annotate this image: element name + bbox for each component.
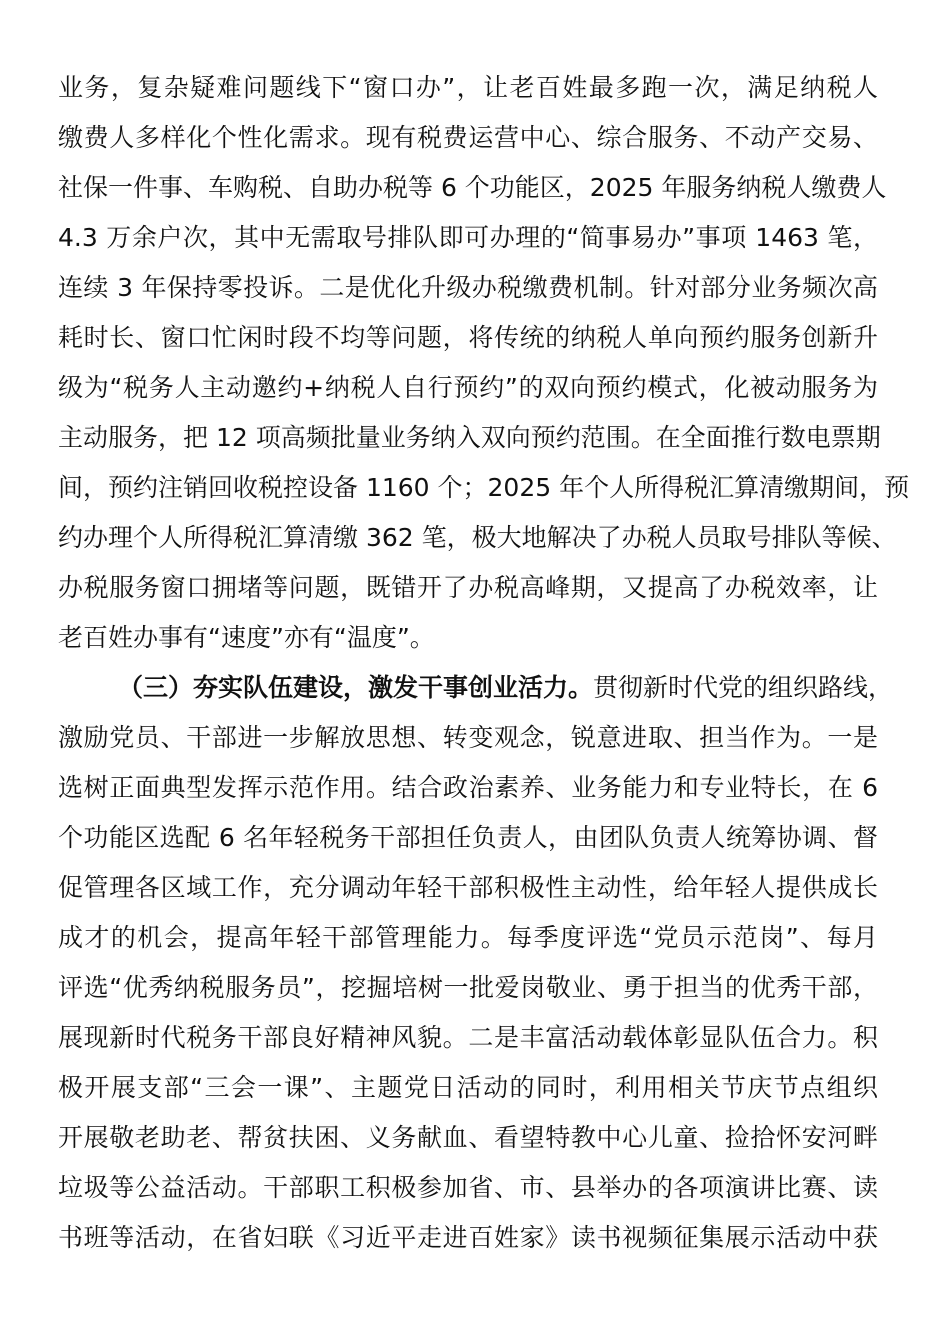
text-line: 极开展支部“三会一课”、主题党日活动的同时，利用相关节庆节点组织 <box>58 1073 878 1102</box>
text-line: 级为“税务人主动邀约+纳税人自行预约”的双向预约模式，化被动服务为 <box>58 373 878 402</box>
text-line: 4.3 万余户次，其中无需取号排队即可办理的“简事易办”事项 1463 笔， <box>58 223 878 252</box>
document-page <box>58 63 910 1263</box>
text-line: 主动服务，把 12 项高频批量业务纳入双向预约范围。在全面推行数电票期 <box>58 423 881 452</box>
text-line: 选树正面典型发挥示范作用。结合政治素养、业务能力和专业特长，在 6 <box>58 773 878 802</box>
text-line: 书班等活动，在省妇联《习近平走进百姓家》读书视频征集展示活动中获 <box>58 1223 878 1252</box>
text-line: 促管理各区域工作，充分调动年轻干部积极性主动性，给年轻人提供成长 <box>58 873 878 902</box>
paragraph-service-mechanism <box>58 63 910 663</box>
paragraph-team-building <box>58 663 894 1263</box>
section-heading: （三）夯实队伍建设，激发干事创业活力。 <box>118 673 594 702</box>
text-line: 个功能区选配 6 名年轻税务干部担任负责人，由团队负责人统筹协调、督 <box>58 823 878 852</box>
text-line: 连续 3 年保持零投诉。二是优化升级办税缴费机制。针对部分业务频次高 <box>58 273 878 302</box>
text-line: 办税服务窗口拥堵等问题，既错开了办税高峰期，又提高了办税效率，让 <box>58 573 878 602</box>
text-line: 业务，复杂疑难问题线下“窗口办”，让老百姓最多跑一次，满足纳税人 <box>58 73 878 102</box>
text-line: 垃圾等公益活动。干部职工积极参加省、市、县举办的各项演讲比赛、读 <box>58 1173 878 1202</box>
text-line: 评选“优秀纳税服务员”，挖掘培树一批爱岗敬业、勇于担当的优秀干部， <box>58 973 878 1002</box>
text-line: 成才的机会，提高年轻干部管理能力。每季度评选“党员示范岗”、每月 <box>58 923 878 952</box>
text-line: 缴费人多样化个性化需求。现有税费运营中心、综合服务、不动产交易、 <box>58 123 878 152</box>
text-line: 间，预约注销回收税控设备 1160 个；2025 年个人所得税汇算清缴期间，预 <box>58 473 910 502</box>
text-line: 开展敬老助老、帮贫扶困、义务献血、看望特教中心儿童、捡拾怀安河畔 <box>58 1123 878 1152</box>
text-line: 耗时长、窗口忙闲时段不均等问题，将传统的纳税人单向预约服务创新升 <box>58 323 878 352</box>
text-line: 约办理个人所得税汇算清缴 362 笔，极大地解决了办税人员取号排队等候、 <box>58 523 897 552</box>
text-line: 社保一件事、车购税、自助办税等 6 个功能区，2025 年服务纳税人缴费人 <box>58 173 887 202</box>
text-line: 激励党员、干部进一步解放思想、转变观念，锐意进取、担当作为。一是 <box>58 723 878 752</box>
text-line: 老百姓办事有“速度”亦有“温度”。 <box>58 623 435 652</box>
text-line: 展现新时代税务干部良好精神风貌。二是丰富活动载体彰显队伍合力。积 <box>58 1023 878 1052</box>
section-heading-line <box>58 663 894 713</box>
text-line: 贯彻新时代党的组织路线， <box>593 673 894 702</box>
